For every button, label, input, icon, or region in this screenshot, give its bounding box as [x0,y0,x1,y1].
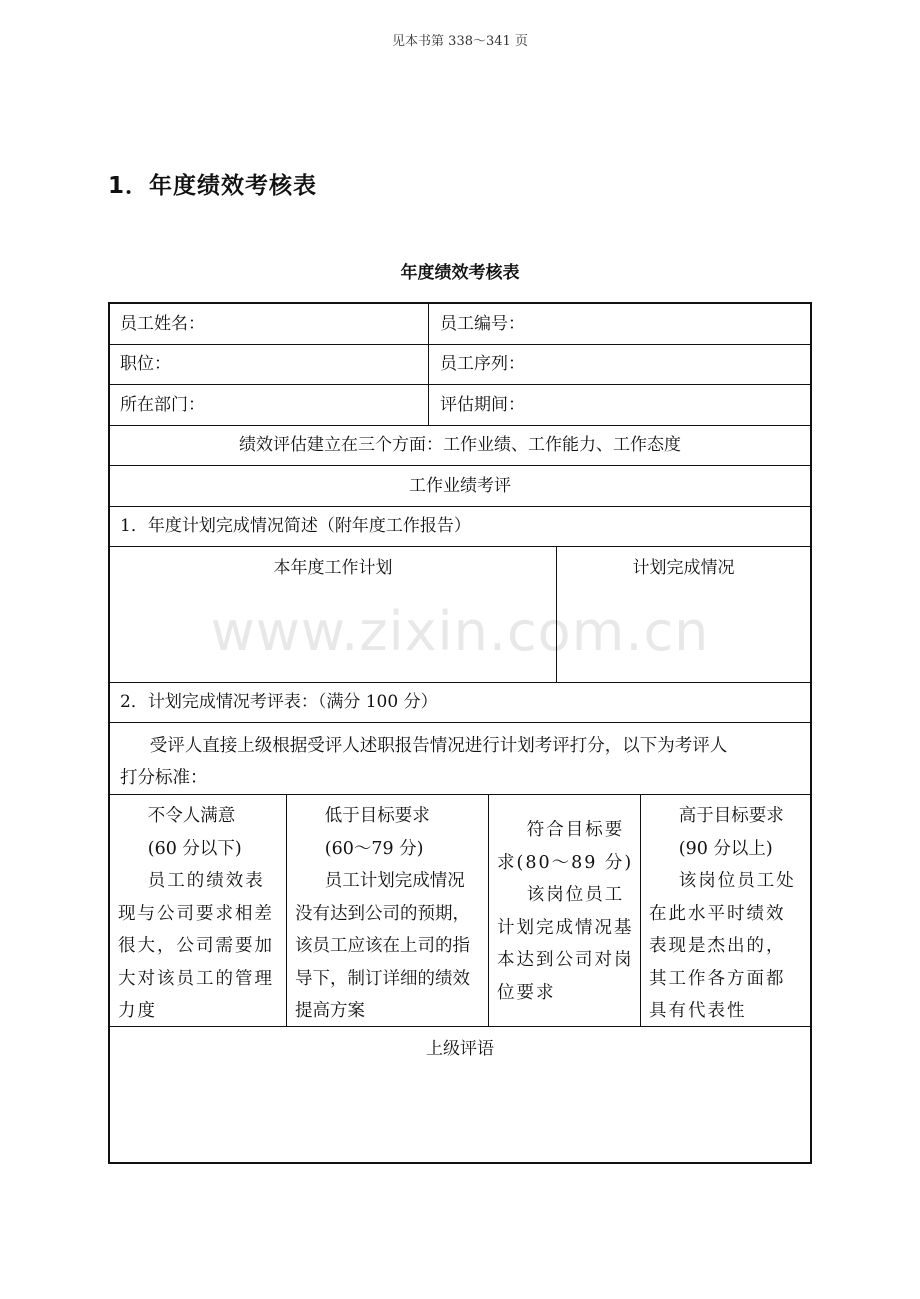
standard-description: 该岗位员工处在此水平时绩效表现是杰出的，其工作各方面都具有代表性 [649,871,796,1021]
row-divider [110,344,810,345]
standard-label: 不令人满意 [147,806,236,826]
evaluation-intro: 绩效评估建立在三个方面：工作业绩、工作能力、工作态度 [239,435,681,455]
standard-range: (60 分以下) [147,838,242,859]
standard-range: (60～79 分) [324,838,424,859]
row-divider [110,465,810,466]
annual-plan-input-area[interactable] [112,584,554,680]
standard-above-target [641,794,810,1026]
standard-meets-target [489,794,640,1026]
supervisor-comments-header: 上级评语 [426,1039,494,1059]
row-divider [110,682,810,683]
standard-description: 员工计划完成情况没有达到公司的预期，该员工应该在上司的指导下，制订详细的绩效提高方案 [295,871,470,1021]
annual-plan-column-header: 本年度工作计划 [273,558,393,578]
plan-completion-column-header: 计划完成情况 [632,558,735,578]
page-reference-note: 见本书第 338～341 页 [392,34,528,49]
standard-label: 高于目标要求 [678,806,784,826]
watermark: www.zixin.com.cn [210,600,710,663]
standard-label: 低于目标要求 [324,806,430,826]
standard-description: 该岗位员工计划完成情况基本达到公司对岗位要求 [497,885,634,1003]
scoring-description-line: 打分标准： [120,768,208,788]
column-divider [428,304,429,425]
row-divider [110,425,810,426]
employee-sequence-field[interactable]: 员工序列： [440,354,525,374]
item2-title: 2．计划完成情况考评表：（满分 100 分） [120,692,438,712]
row-divider [110,384,810,385]
annual-performance-form [108,302,812,1164]
department-field[interactable]: 所在部门： [120,395,205,415]
standard-below-target [287,794,488,1026]
standard-range: (90 分以上) [678,838,773,859]
item1-title: 1．年度计划完成情况简述（附年度工作报告） [120,516,471,536]
position-field[interactable]: 职位： [120,354,171,374]
employee-name-field[interactable]: 员工姓名： [120,314,205,334]
performance-section-header: 工作业绩考评 [409,476,511,496]
evaluation-period-field[interactable]: 评估期间： [440,395,525,415]
table-title: 年度绩效考核表 [400,263,520,283]
row-divider [110,546,810,547]
standard-label: 符合目标要求(80～89 分) [497,820,634,873]
supervisor-comments-input-area[interactable] [112,1066,808,1160]
plan-completion-input-area[interactable] [559,584,808,680]
standard-description: 员工的绩效表现与公司要求相差很大，公司需要加大对该员工的管理力度 [118,871,274,1021]
row-divider [110,506,810,507]
section-heading: 1．年度绩效考核表 [108,173,318,199]
scoring-description-line: 受评人直接上级根据受评人述职报告情况进行计划考评打分，以下为考评人 [149,736,728,756]
standard-unsatisfactory [110,794,286,1026]
scoring-description [120,730,810,794]
row-divider [110,722,810,723]
employee-id-field[interactable]: 员工编号： [440,314,525,334]
